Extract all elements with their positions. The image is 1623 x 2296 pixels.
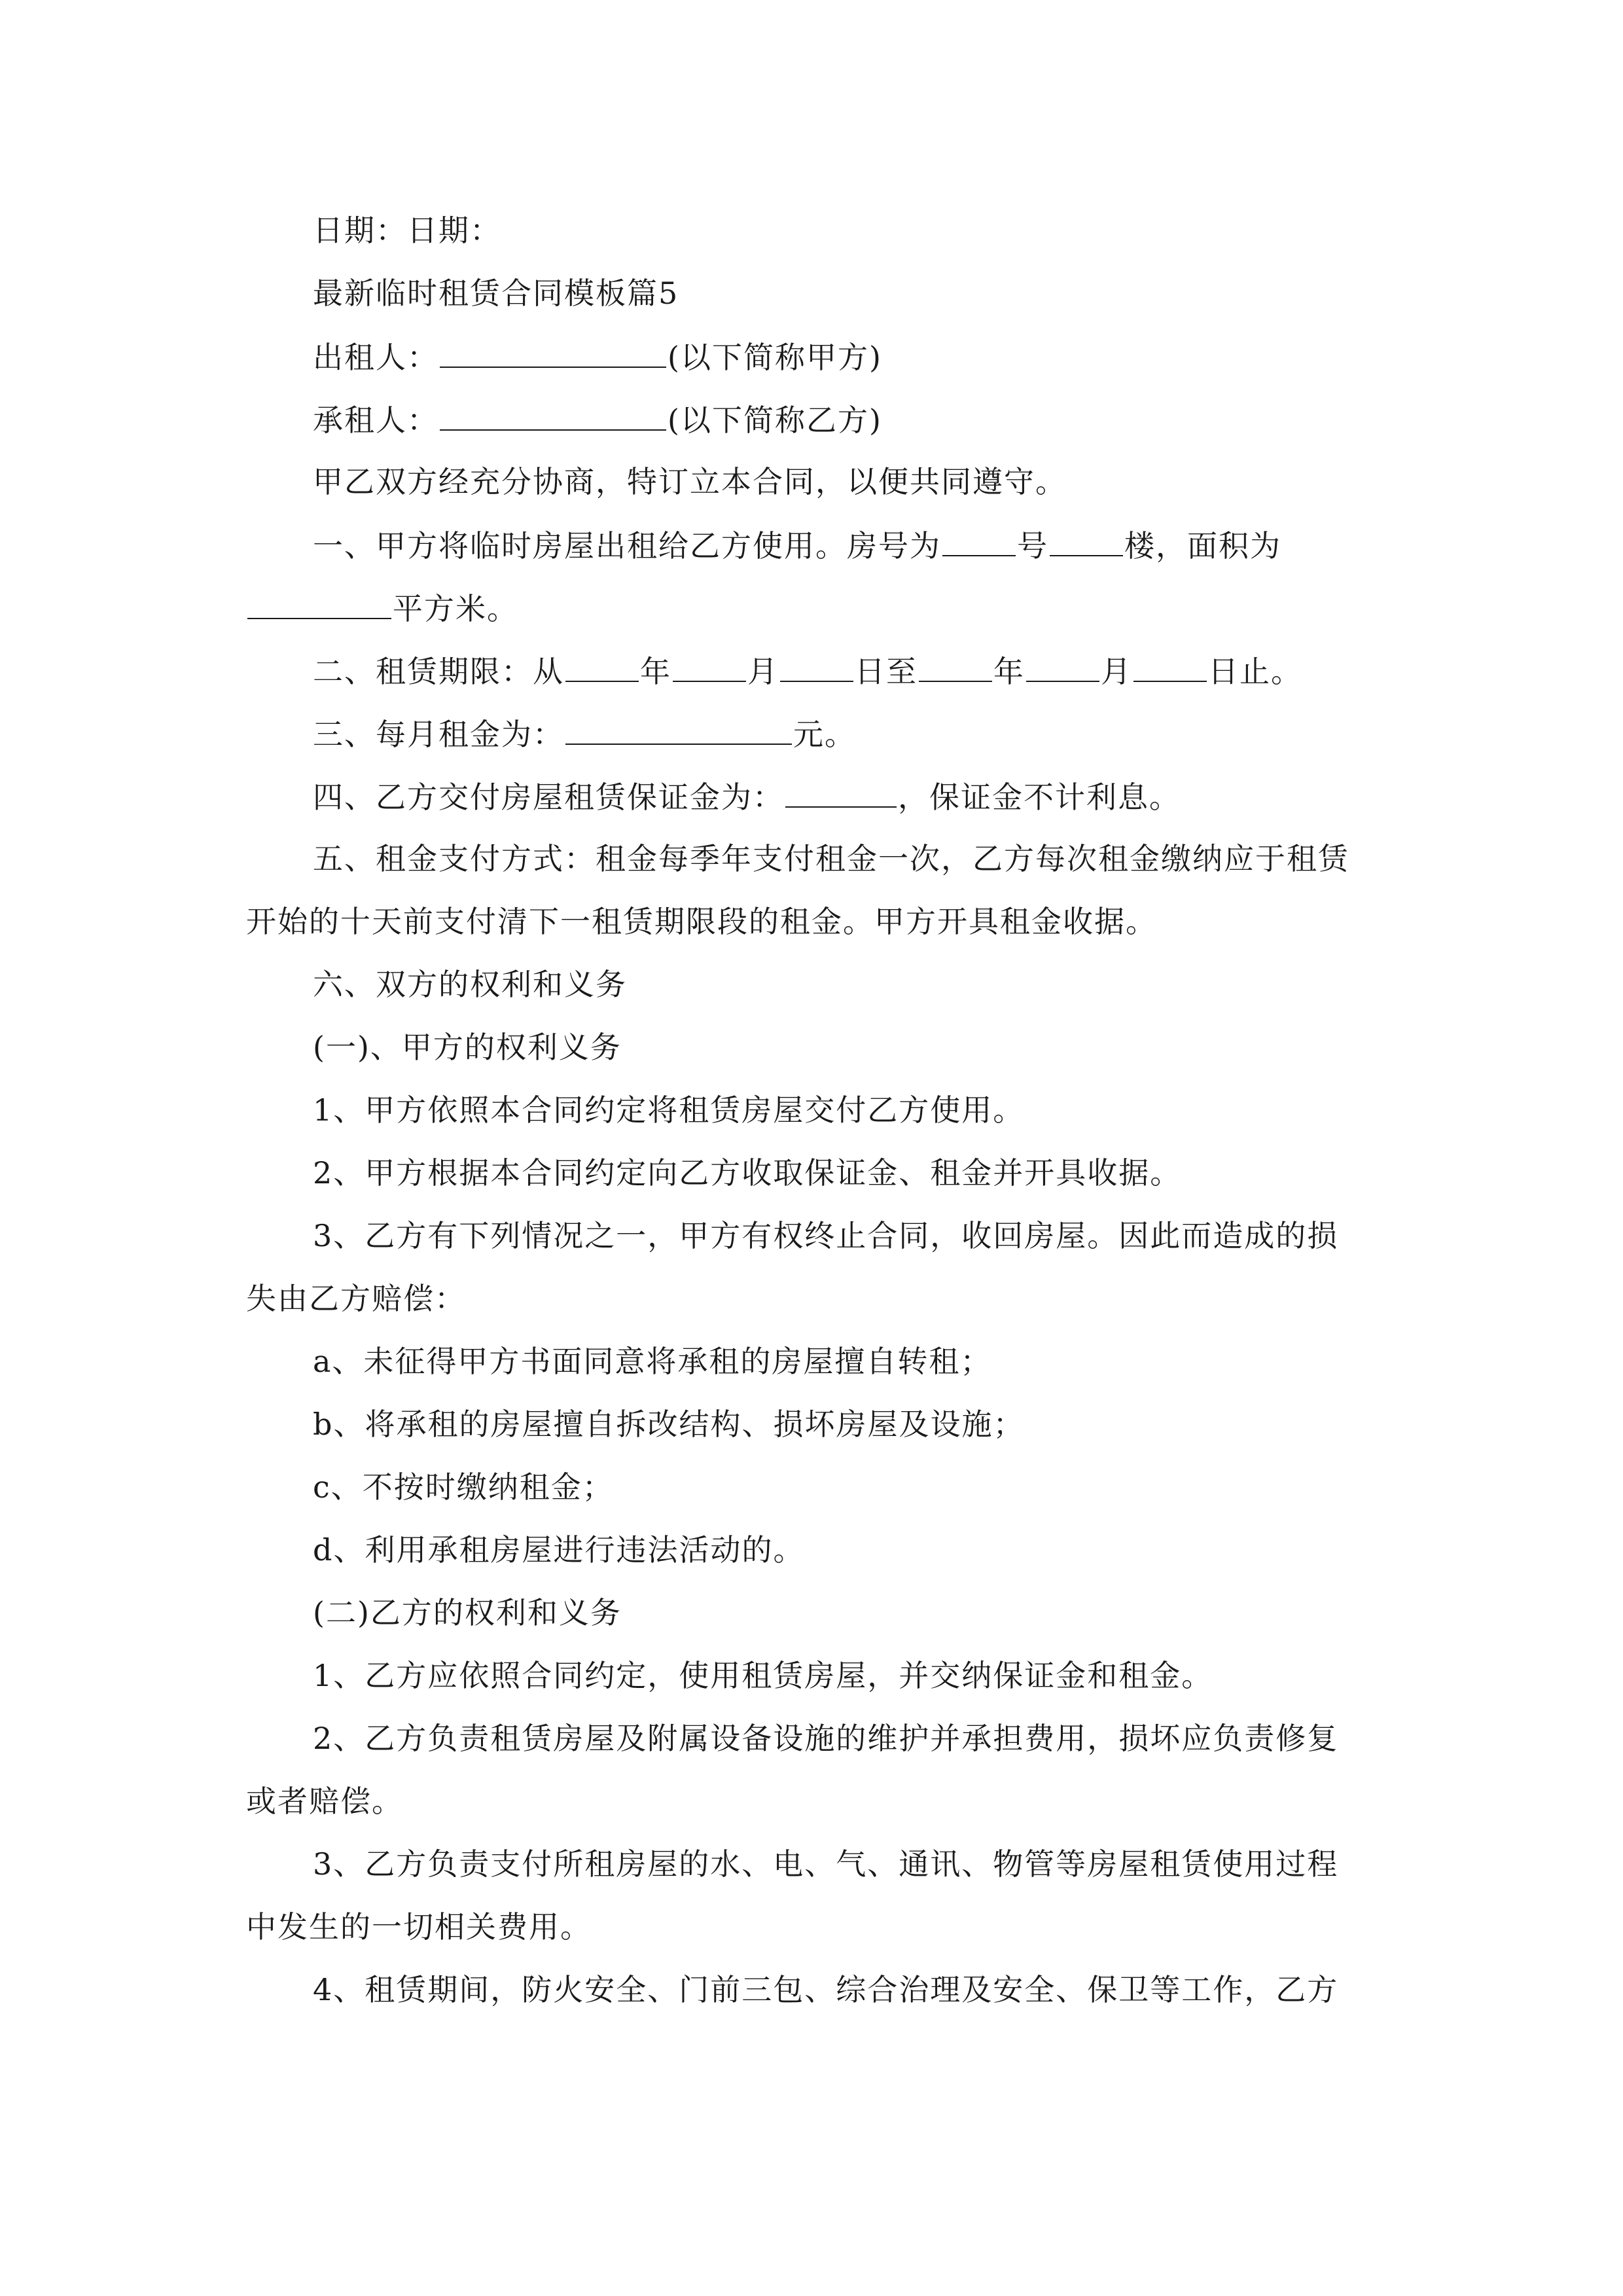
section-2-item-3-line-2: 中发生的一切相关费用。: [246, 1909, 592, 1945]
section-1-heading: (一)、甲方的权利义务: [313, 1030, 622, 1065]
section-2-item-4-line-1: 4、租赁期间，防火安全、门前三包、综合治理及安全、保卫等工作，乙方: [313, 1972, 1339, 2007]
sub-item-d: d、利用承租房屋进行违法活动的。: [313, 1532, 805, 1568]
section-1-item-1: 1、甲方依照本合同约定将租赁房屋交付乙方使用。: [313, 1092, 1025, 1128]
end-month-blank[interactable]: [1026, 651, 1099, 682]
end-day-blank[interactable]: [1133, 651, 1207, 682]
section-1-item-3-line-2: 失由乙方赔偿：: [246, 1281, 466, 1316]
clause-1-area-line: 平方米。: [246, 588, 1378, 627]
clause-5-line-2: 开始的十天前支付清下一租赁期限段的租金。甲方开具租金收据。: [246, 904, 1157, 939]
lessor-line: 出租人： (以下简称甲方): [313, 336, 1378, 376]
preamble-line: 甲乙双方经充分协商，特订立本合同，以便共同遵守。: [313, 464, 1067, 499]
sub-item-b: b、将承租的房屋擅自拆改结构、损坏房屋及设施；: [313, 1407, 1025, 1442]
start-day-blank[interactable]: [780, 651, 853, 682]
start-year-blank[interactable]: [565, 651, 639, 682]
clause-6-heading: 六、双方的权利和义务: [313, 967, 627, 1002]
lessee-blank[interactable]: [440, 399, 666, 431]
clause-1-line: 一、甲方将临时房屋出租给乙方使用。房号为 号 楼，面积为: [313, 525, 1378, 564]
end-year-blank[interactable]: [919, 651, 992, 682]
date-line: 日期：日期：: [313, 213, 501, 248]
clause-2-line: 二、租赁期限：从 年 月 日至 年 月 日止。: [313, 651, 1378, 690]
clause-5-line-1: 五、租金支付方式：租金每季年支付租金一次，乙方每次租金缴纳应于租赁: [313, 841, 1349, 876]
sub-item-c: c、不按时缴纳租金；: [313, 1469, 614, 1505]
start-month-blank[interactable]: [673, 651, 746, 682]
area-blank[interactable]: [247, 588, 391, 619]
sub-item-a: a、未征得甲方书面同意将承租的房屋擅自转租；: [313, 1344, 992, 1379]
lessee-line: 承租人： (以下简称乙方): [313, 399, 1378, 439]
contract-title: 最新临时租赁合同模板篇5: [313, 276, 679, 311]
building-blank[interactable]: [1050, 525, 1123, 556]
section-2-item-2-line-2: 或者赔偿。: [246, 1784, 403, 1819]
monthly-rent-blank[interactable]: [565, 713, 792, 745]
section-1-item-2: 2、甲方根据本合同约定向乙方收取保证金、租金并开具收据。: [313, 1155, 1182, 1191]
clause-4-line: 四、乙方交付房屋租赁保证金为： ，保证金不计利息。: [313, 776, 1378, 816]
section-2-item-1: 1、乙方应依照合同约定，使用租赁房屋，并交纳保证金和租金。: [313, 1658, 1213, 1693]
section-1-item-3-line-1: 3、乙方有下列情况之一，甲方有权终止合同，收回房屋。因此而造成的损: [313, 1218, 1339, 1253]
lessor-blank[interactable]: [440, 336, 666, 368]
deposit-blank[interactable]: [785, 776, 897, 808]
section-2-heading: (二)乙方的权利和义务: [313, 1595, 622, 1630]
section-2-item-3-line-1: 3、乙方负责支付所租房屋的水、电、气、通讯、物管等房屋租赁使用过程: [313, 1846, 1339, 1882]
section-2-item-2-line-1: 2、乙方负责租赁房屋及附属设备设施的维护并承担费用，损坏应负责修复: [313, 1721, 1339, 1756]
clause-3-line: 三、每月租金为： 元。: [313, 713, 1378, 753]
room-number-blank[interactable]: [942, 525, 1016, 556]
